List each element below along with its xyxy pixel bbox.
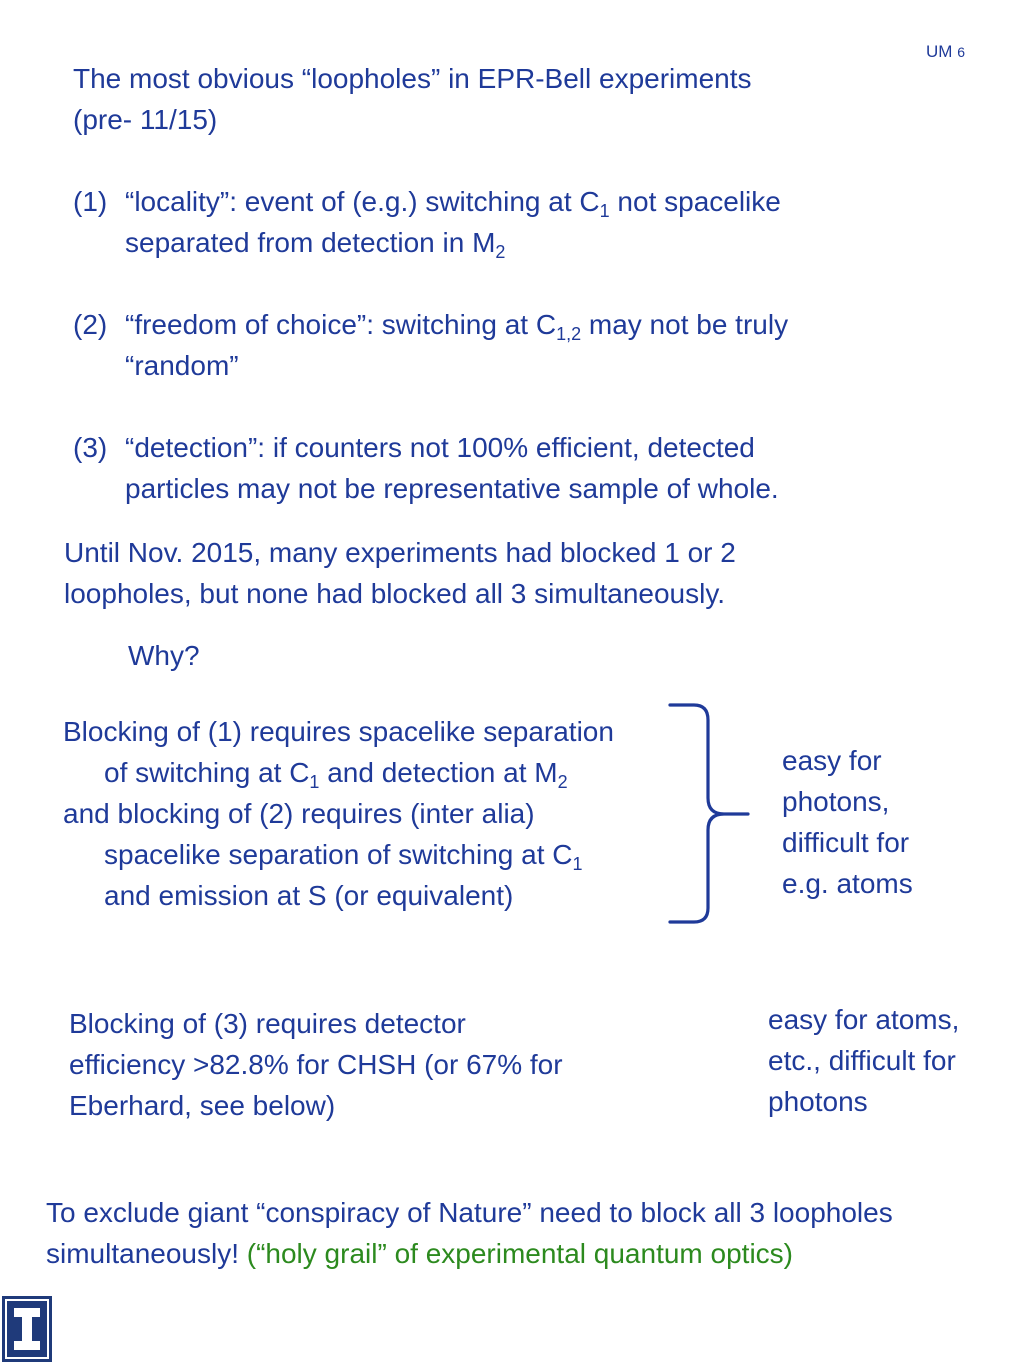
blocking3-line3: Eberhard, see below) xyxy=(69,1090,336,1121)
note3-line2: etc., difficult for xyxy=(768,1045,956,1076)
note3-line1: easy for atoms, xyxy=(768,1004,960,1035)
block-i-icon xyxy=(2,1296,52,1362)
slide-title-line1: The most obvious “loopholes” in EPR-Bell experiments xyxy=(73,63,752,94)
blocking12-line5: and emission at S (or equivalent) xyxy=(104,880,514,911)
loophole-3-line2: particles may not be representative sample of whole. xyxy=(125,473,779,504)
blocking12-line4: spacelike separation of switching at $C_1$ xyxy=(104,839,583,874)
why-text: Why? xyxy=(128,640,200,671)
blocking12-line1: Blocking of (1) requires spacelike separation xyxy=(63,716,614,747)
note12-line3: difficult for xyxy=(782,827,910,858)
page-number: UM 6 xyxy=(926,42,965,61)
loophole-2-line2: “random” xyxy=(125,350,239,381)
loophole-3-line1: “detection”: if counters not 100% efficient, detected xyxy=(125,432,755,463)
right-curly-brace xyxy=(660,700,760,930)
loophole-1-line1: “locality”: event of (e.g.) switching at $C_1$ not spacelike xyxy=(125,186,781,221)
university-logo xyxy=(2,1296,52,1362)
loophole-2-line1: “freedom of choice”: switching at $C_{1,2}$ may not be truly xyxy=(125,309,789,344)
loophole-1-number: (1) xyxy=(73,186,108,217)
blocking3-line1: Blocking of (3) requires detector xyxy=(69,1008,466,1039)
blocking12-line3: and blocking of (2) requires (inter alia) xyxy=(63,798,535,829)
conclusion-line2: simultaneously! (“holy grail” of experimental quantum optics) xyxy=(46,1238,793,1269)
note12-line2: photons, xyxy=(782,786,890,817)
holy-grail-note: (“holy grail” of experimental quantum optics) xyxy=(246,1238,793,1269)
slide-title-line2: (pre- 11/15) xyxy=(73,104,218,135)
note3-line3: photons xyxy=(768,1086,868,1117)
note12-line4: e.g. atoms xyxy=(782,868,913,899)
loophole-1-line2: separated from detection in $M_2$ xyxy=(125,227,506,262)
note12-line1: easy for xyxy=(782,745,882,776)
blocking3-line2: efficiency >82.8% for CHSH (or 67% for xyxy=(69,1049,563,1080)
loophole-2-number: (2) xyxy=(73,309,108,340)
blocking12-line2: of switching at $C_1$ and detection at $M_2$ xyxy=(104,757,568,792)
until-line2: loopholes, but none had blocked all 3 simultaneously. xyxy=(64,578,726,609)
loophole-3-number: (3) xyxy=(73,432,108,463)
until-line1: Until Nov. 2015, many experiments had blocked 1 or 2 xyxy=(64,537,736,568)
conclusion-line1: To exclude giant “conspiracy of Nature” need to block all 3 loopholes xyxy=(46,1197,893,1228)
